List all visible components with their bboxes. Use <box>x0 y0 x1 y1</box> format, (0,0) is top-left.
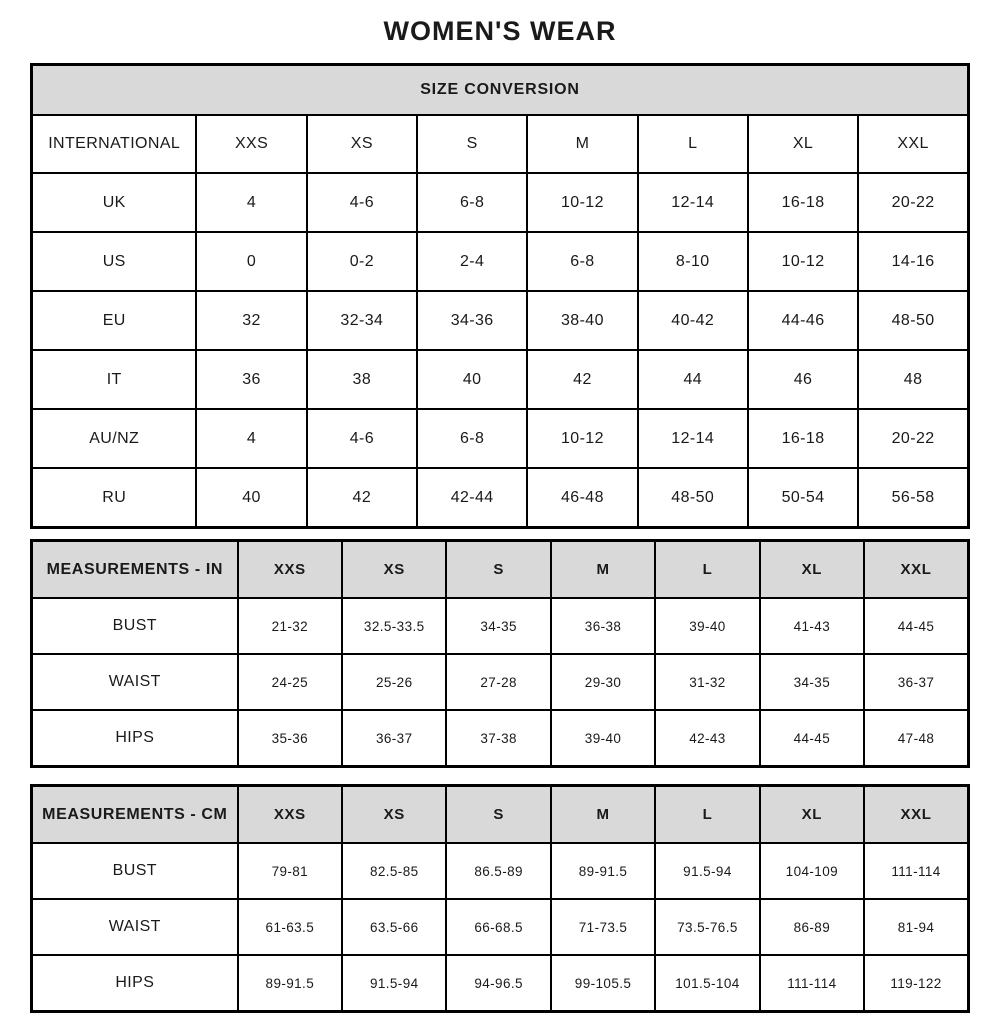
value-cell: 16-18 <box>748 409 858 468</box>
value-cell: 42-43 <box>655 710 759 767</box>
table-row <box>32 710 969 767</box>
table-row <box>32 899 969 955</box>
value-cell: 94-96.5 <box>446 955 550 1012</box>
value-cell: 36 <box>196 350 306 409</box>
value-cell: 36-37 <box>342 710 446 767</box>
value-cell: 91.5-94 <box>655 843 759 899</box>
size-conversion-title: SIZE CONVERSION <box>32 65 969 116</box>
table-row <box>32 291 969 350</box>
row-label: HIPS <box>32 955 238 1012</box>
value-cell: 73.5-76.5 <box>655 899 759 955</box>
value-cell: 56-58 <box>858 468 968 528</box>
value-cell: 61-63.5 <box>238 899 342 955</box>
measurements-in-header-row <box>32 541 969 599</box>
row-label: BUST <box>32 598 238 654</box>
value-cell: 44 <box>638 350 748 409</box>
value-cell: 25-26 <box>342 654 446 710</box>
value-cell: 27-28 <box>446 654 550 710</box>
value-cell: 89-91.5 <box>551 843 655 899</box>
page-title: WOMEN'S WEAR <box>383 16 617 46</box>
value-cell: 20-22 <box>858 173 968 232</box>
row-label: WAIST <box>32 899 238 955</box>
size-header: XXS <box>238 541 342 599</box>
value-cell: 82.5-85 <box>342 843 446 899</box>
value-cell: 32-34 <box>307 291 417 350</box>
value-cell: 36-37 <box>864 654 968 710</box>
row-label: UK <box>32 173 197 232</box>
value-cell: 99-105.5 <box>551 955 655 1012</box>
measurements-cm-table <box>30 784 970 1013</box>
size-header: L <box>638 115 748 173</box>
value-cell: 29-30 <box>551 654 655 710</box>
value-cell: 104-109 <box>760 843 864 899</box>
size-conversion-caption-row <box>32 65 969 116</box>
value-cell: 10-12 <box>748 232 858 291</box>
value-cell: 0-2 <box>307 232 417 291</box>
value-cell: 38-40 <box>527 291 637 350</box>
value-cell: 42-44 <box>417 468 527 528</box>
table-row <box>32 350 969 409</box>
value-cell: 81-94 <box>864 899 968 955</box>
size-conversion-header-row <box>32 115 969 173</box>
value-cell: 44-45 <box>864 598 968 654</box>
value-cell: 44-45 <box>760 710 864 767</box>
size-header: S <box>417 115 527 173</box>
value-cell: 32 <box>196 291 306 350</box>
value-cell: 39-40 <box>551 710 655 767</box>
row-label: US <box>32 232 197 291</box>
value-cell: 86.5-89 <box>446 843 550 899</box>
value-cell: 16-18 <box>748 173 858 232</box>
table-row <box>32 409 969 468</box>
value-cell: 10-12 <box>527 173 637 232</box>
value-cell: 63.5-66 <box>342 899 446 955</box>
size-header: XXS <box>238 786 342 844</box>
size-header: XXL <box>858 115 968 173</box>
size-header: M <box>551 786 655 844</box>
value-cell: 71-73.5 <box>551 899 655 955</box>
value-cell: 66-68.5 <box>446 899 550 955</box>
row-label: IT <box>32 350 197 409</box>
value-cell: 48-50 <box>858 291 968 350</box>
value-cell: 10-12 <box>527 409 637 468</box>
value-cell: 79-81 <box>238 843 342 899</box>
size-header: XL <box>760 786 864 844</box>
size-header: L <box>655 541 759 599</box>
measurements-cm-body <box>32 843 969 1012</box>
table-row <box>32 598 969 654</box>
measurements-in-table <box>30 539 970 768</box>
value-cell: 40-42 <box>638 291 748 350</box>
size-header: XXL <box>864 541 968 599</box>
value-cell: 12-14 <box>638 173 748 232</box>
value-cell: 119-122 <box>864 955 968 1012</box>
row-label: BUST <box>32 843 238 899</box>
row-label: AU/NZ <box>32 409 197 468</box>
table-row <box>32 955 969 1012</box>
value-cell: 111-114 <box>760 955 864 1012</box>
value-cell: 24-25 <box>238 654 342 710</box>
size-conversion-table <box>30 63 970 529</box>
row-label: RU <box>32 468 197 528</box>
value-cell: 101.5-104 <box>655 955 759 1012</box>
size-header: L <box>655 786 759 844</box>
header-label: INTERNATIONAL <box>32 115 197 173</box>
value-cell: 6-8 <box>417 409 527 468</box>
value-cell: 4-6 <box>307 173 417 232</box>
row-label: HIPS <box>32 710 238 767</box>
value-cell: 48 <box>858 350 968 409</box>
value-cell: 21-32 <box>238 598 342 654</box>
value-cell: 4-6 <box>307 409 417 468</box>
table-row <box>32 843 969 899</box>
row-label: EU <box>32 291 197 350</box>
size-chart-page <box>30 0 970 1013</box>
value-cell: 50-54 <box>748 468 858 528</box>
row-label: WAIST <box>32 654 238 710</box>
table-row <box>32 654 969 710</box>
value-cell: 86-89 <box>760 899 864 955</box>
size-header: XL <box>748 115 858 173</box>
value-cell: 41-43 <box>760 598 864 654</box>
header-label: MEASUREMENTS - CM <box>32 786 238 844</box>
size-conversion-body <box>32 173 969 528</box>
value-cell: 48-50 <box>638 468 748 528</box>
value-cell: 12-14 <box>638 409 748 468</box>
header-label: MEASUREMENTS - IN <box>32 541 238 599</box>
value-cell: 4 <box>196 173 306 232</box>
value-cell: 38 <box>307 350 417 409</box>
value-cell: 37-38 <box>446 710 550 767</box>
value-cell: 34-35 <box>446 598 550 654</box>
table-row <box>32 232 969 291</box>
value-cell: 47-48 <box>864 710 968 767</box>
value-cell: 40 <box>417 350 527 409</box>
value-cell: 20-22 <box>858 409 968 468</box>
table-row <box>32 173 969 232</box>
value-cell: 44-46 <box>748 291 858 350</box>
value-cell: 91.5-94 <box>342 955 446 1012</box>
value-cell: 40 <box>196 468 306 528</box>
value-cell: 35-36 <box>238 710 342 767</box>
value-cell: 4 <box>196 409 306 468</box>
value-cell: 39-40 <box>655 598 759 654</box>
size-header: XS <box>342 786 446 844</box>
value-cell: 14-16 <box>858 232 968 291</box>
size-header: M <box>527 115 637 173</box>
value-cell: 32.5-33.5 <box>342 598 446 654</box>
size-header: XL <box>760 541 864 599</box>
value-cell: 31-32 <box>655 654 759 710</box>
value-cell: 6-8 <box>417 173 527 232</box>
table-row <box>32 468 969 528</box>
value-cell: 6-8 <box>527 232 637 291</box>
value-cell: 0 <box>196 232 306 291</box>
size-header: S <box>446 786 550 844</box>
size-header: XS <box>342 541 446 599</box>
size-header: XS <box>307 115 417 173</box>
size-header: S <box>446 541 550 599</box>
value-cell: 42 <box>527 350 637 409</box>
value-cell: 2-4 <box>417 232 527 291</box>
size-header: XXL <box>864 786 968 844</box>
value-cell: 46-48 <box>527 468 637 528</box>
value-cell: 34-35 <box>760 654 864 710</box>
size-header: XXS <box>196 115 306 173</box>
value-cell: 89-91.5 <box>238 955 342 1012</box>
measurements-cm-header-row <box>32 786 969 844</box>
size-header: M <box>551 541 655 599</box>
value-cell: 111-114 <box>864 843 968 899</box>
value-cell: 42 <box>307 468 417 528</box>
value-cell: 46 <box>748 350 858 409</box>
measurements-in-body <box>32 598 969 767</box>
value-cell: 36-38 <box>551 598 655 654</box>
value-cell: 8-10 <box>638 232 748 291</box>
value-cell: 34-36 <box>417 291 527 350</box>
